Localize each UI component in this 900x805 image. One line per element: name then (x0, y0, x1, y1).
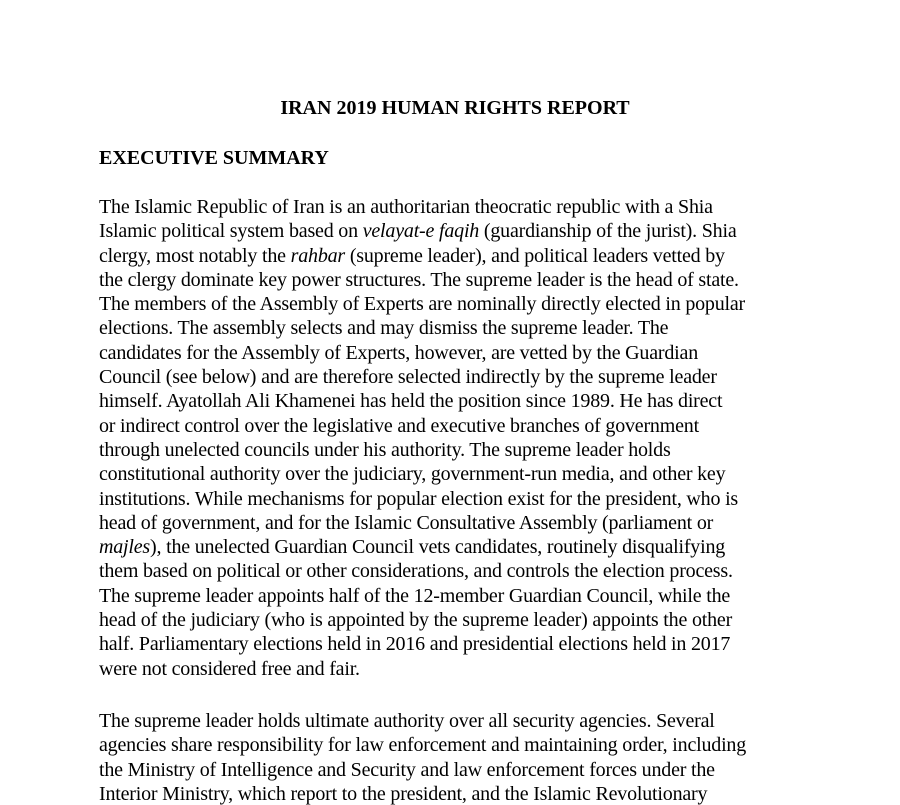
text-run: them based on political or other considerations, and controls the election process. (99, 560, 733, 583)
text-run: (guardianship of the jurist). Shia (479, 220, 737, 243)
text-run: Council (see below) and are therefore selected indirectly by the supreme leader (99, 366, 717, 389)
text-run: institutions. While mechanisms for popular election exist for the president, who is (99, 487, 739, 510)
text-line (99, 559, 819, 583)
text-line (99, 365, 819, 389)
text-line (99, 462, 819, 486)
text-run: The supreme leader appoints half of the 12-member Guardian Council, while the (99, 584, 731, 607)
text-line (99, 292, 819, 316)
text-line (99, 782, 819, 805)
text-line (99, 268, 819, 292)
text-run: constitutional authority over the judiciary, government-run media, and other key (99, 463, 726, 486)
text-run: himself. Ayatollah Ali Khamenei has held the position since 1989. He has direct (99, 390, 723, 413)
text-line (99, 733, 819, 757)
text-run: The Islamic Republic of Iran is an authoritarian theocratic republic with a Shia (99, 196, 713, 218)
text-run: or indirect control over the legislative and executive branches of government (99, 414, 699, 437)
italic-term: velayat-e faqih (362, 220, 480, 243)
text-run: the clergy dominate key power structures. The supreme leader is the head of state. (99, 268, 739, 291)
text-run: (supreme leader), and political leaders vetted by (345, 244, 725, 267)
text-run: half. Parliamentary elections held in 2016 and presidential elections held in 2017 (99, 633, 731, 656)
text-line (99, 535, 819, 559)
text-line (99, 244, 819, 268)
text-line (99, 341, 819, 365)
text-line (99, 608, 819, 632)
text-line (99, 709, 819, 733)
text-run: clergy, most notably the (99, 244, 291, 267)
text-run: through unelected councils under his authority. The supreme leader holds (99, 438, 671, 461)
text-line (99, 657, 819, 681)
text-line (99, 316, 819, 340)
text-line (99, 584, 819, 608)
text-run: ), the unelected Guardian Council vets candidates, routinely disqualifying (150, 536, 726, 559)
text-run: candidates for the Assembly of Experts, however, are vetted by the Guardian (99, 341, 698, 364)
text-line (99, 219, 819, 243)
text-run: Islamic political system based on (99, 220, 363, 243)
text-line (99, 758, 819, 782)
text-run: the Ministry of Intelligence and Security and law enforcement forces under the (99, 758, 715, 781)
text-run: The supreme leader holds ultimate authority over all security agencies. Several (99, 710, 715, 732)
paragraph (99, 709, 819, 805)
text-line (99, 414, 819, 438)
text-run: elections. The assembly selects and may dismiss the supreme leader. The (99, 317, 669, 340)
text-run: agencies share responsibility for law enforcement and maintaining order, including (99, 734, 747, 757)
report-title: IRAN 2019 HUMAN RIGHTS REPORT (280, 97, 630, 119)
text-run: head of government, and for the Islamic Consultative Assembly (parliament or (99, 511, 714, 534)
section-heading: EXECUTIVE SUMMARY (99, 147, 329, 169)
text-run: head of the judiciary (who is appointed by the supreme leader) appoints the other (99, 609, 733, 632)
italic-term: majles (99, 536, 151, 559)
text-run: The members of the Assembly of Experts are nominally directly elected in popular (99, 293, 746, 316)
text-run: Interior Ministry, which report to the president, and the Islamic Revolutionary (99, 782, 708, 805)
paragraph (99, 195, 819, 681)
italic-term: rahbar (290, 244, 346, 267)
text-line (99, 487, 819, 511)
text-line (99, 389, 819, 413)
text-line (99, 511, 819, 535)
text-run: were not considered free and fair. (99, 657, 360, 680)
text-line (99, 632, 819, 656)
text-line (99, 195, 819, 219)
text-line (99, 438, 819, 462)
